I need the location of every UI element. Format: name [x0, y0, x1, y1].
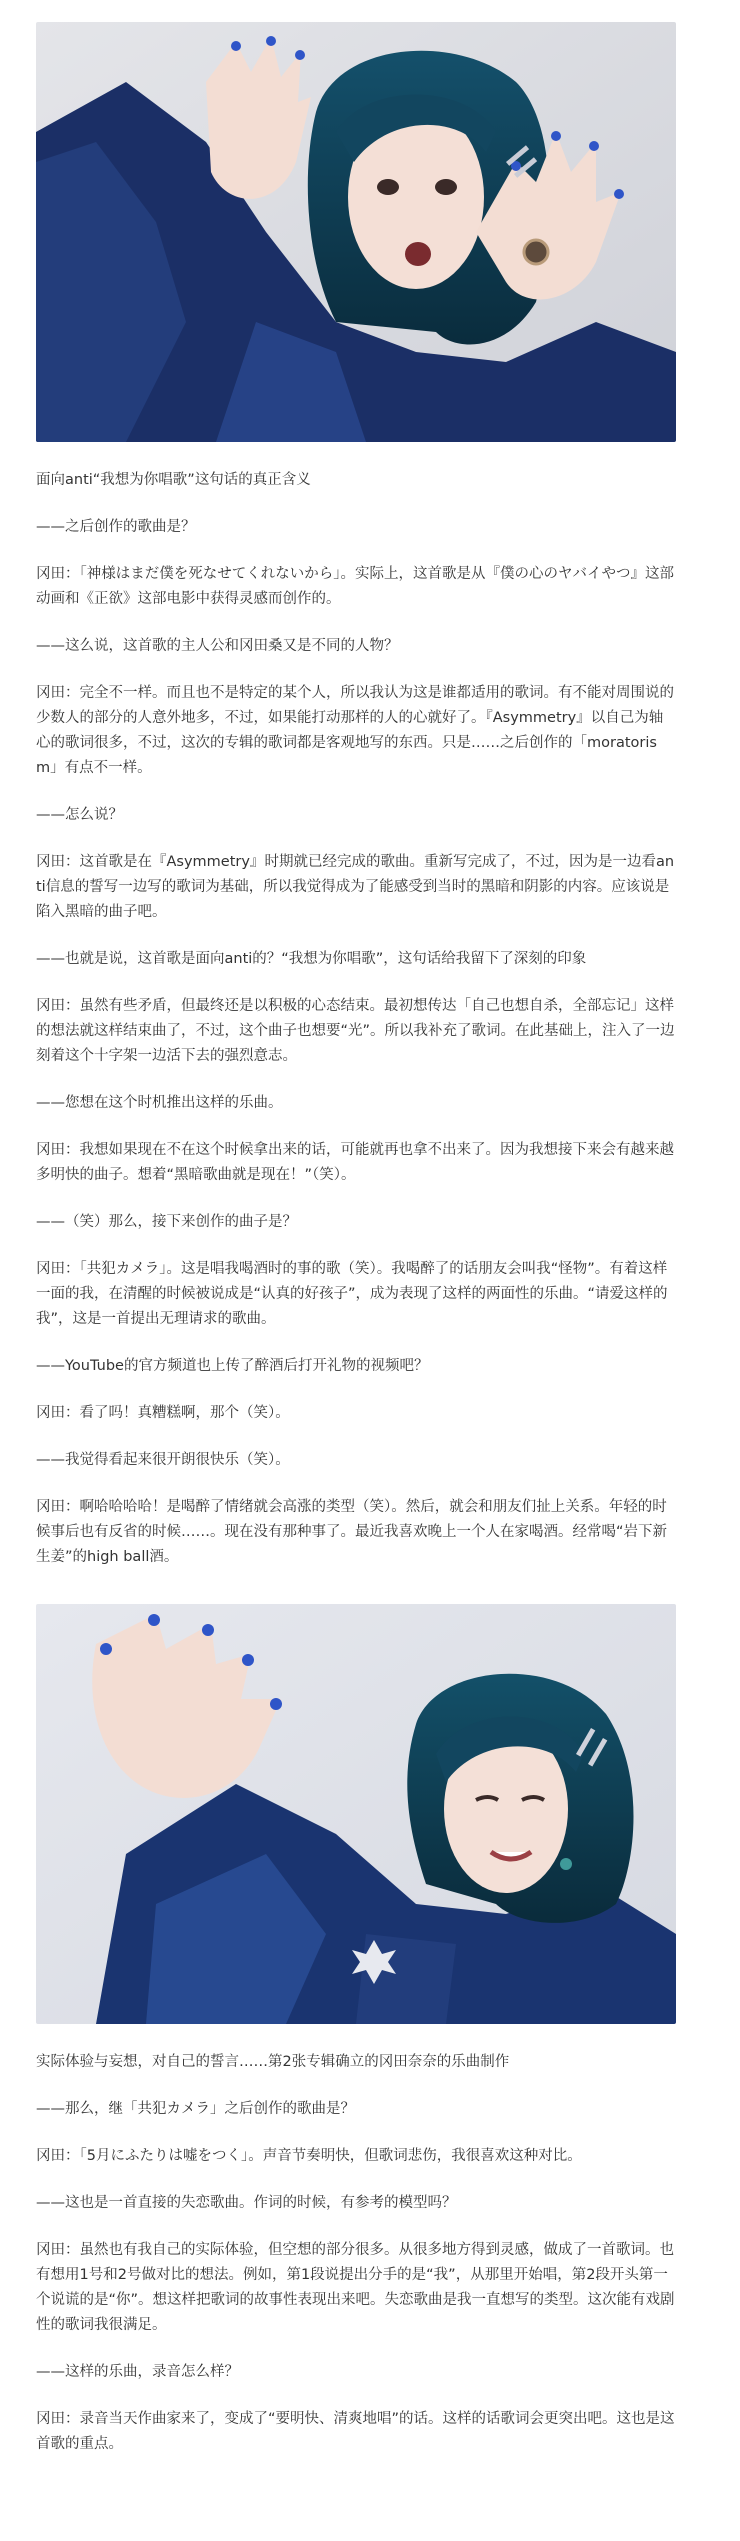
- article-photo-2: [36, 1604, 676, 2024]
- interview-answer: 冈田：这首歌是在『Asymmetry』时期就已经完成的歌曲。重新写完成了，不过，因为是一边看anti信息的誓写一边写的歌词为基础，所以我觉得成为了能感受到当时的黑暗和阴影的内容。应该说是陷入黑暗的曲子吧。: [36, 854, 675, 920]
- interview-question: ——您想在这个时机推出这样的乐曲。: [36, 1095, 283, 1111]
- interview-answer: 冈田：虽然也有我自己的实际体验，但空想的部分很多。从很多地方得到灵感，做成了一首歌词。也有想用1号和2号做对比的想法。例如，第1段说提出分手的是“我”，从那里开始唱，第2段开头第一个说谎的是“你”。想这样把歌词的故事性表现出来吧。失恋歌曲是我一直想写的类型。这次能有戏剧性的歌词我很满足。: [36, 2242, 675, 2333]
- interview-question: ——这样的乐曲，录音怎么样？: [36, 2364, 239, 2380]
- article: [36, 0, 676, 2457]
- interview-answer: 冈田：「5月にふたりは嘘をつく」。声音节奏明快，但歌词悲伤，我很喜欢这种对比。: [36, 2148, 582, 2164]
- interview-answer: 冈田：「共犯カメラ」。这是唱我喝酒时的事的歌（笑）。我喝醉了的话朋友会叫我“怪物”。有着这样一面的我，在清醒的时候被说成是“认真的好孩子”，成为表现了这样的两面性的乐曲。“请爱这样的我”，这是一首提出无理请求的歌曲。: [36, 1261, 668, 1327]
- interview-answer: 冈田：啊哈哈哈哈！是喝醉了情绪就会高涨的类型（笑）。然后，就会和朋友们扯上关系。年轻的时候事后也有反省的时候……。现在没有那种事了。最近我喜欢晚上一个人在家喝酒。经常喝“岩下新生姜”的high ball酒。: [36, 1499, 668, 1565]
- interview-answer: 冈田：录音当天作曲家来了，变成了“要明快、清爽地唱”的话。这样的话歌词会更突出吧。这也是这首歌的重点。: [36, 2411, 675, 2452]
- interview-question: ——这也是一首直接的失恋歌曲。作词的时候，有参考的模型吗？: [36, 2195, 457, 2211]
- photo-2-image: [36, 1604, 676, 2024]
- interview-answer: 冈田：虽然有些矛盾，但最终还是以积极的心态结束。最初想传达「自己也想自杀，全部忘记」这样的想法就这样结束曲了，不过，这个曲子也想要“光”。所以我补充了歌词。在此基础上，注入了一边刻着这个十字架一边活下去的强烈意志。: [36, 998, 675, 1064]
- interview-answer: 冈田：「神様はまだ僕を死なせてくれないから」。实际上，这首歌是从『僕の心のヤバイやつ』这部动画和《正欲》这部电影中获得灵感而创作的。: [36, 566, 674, 607]
- photo-1-image: [36, 22, 676, 442]
- interview-answer: 冈田：完全不一样。而且也不是特定的某个人，所以我认为这是谁都适用的歌词。有不能对周围说的少数人的部分的人意外地多，不过，如果能打动那样的人的心就好了。『Asymmetry』以自己为轴心的歌词很多，不过，这次的专辑的歌词都是客观地写的东西。只是……之后创作的「moratorism」有点不一样。: [36, 685, 674, 776]
- interview-question: ——之后创作的歌曲是？: [36, 519, 196, 535]
- interview-question: ——也就是说，这首歌是面向anti的？“我想为你唱歌”，这句话给我留下了深刻的印象: [36, 951, 587, 967]
- interview-question: ——我觉得看起来很开朗很快乐（笑）。: [36, 1452, 290, 1468]
- section-heading-2: 实际体验与妄想，对自己的誓言……第2张专辑确立的冈田奈奈的乐曲制作: [36, 2054, 510, 2070]
- interview-question: ——那么，继「共犯カメラ」之后创作的歌曲是？: [36, 2101, 355, 2117]
- interview-question: ——YouTube的官方频道也上传了醉酒后打开礼物的视频吧？: [36, 1358, 429, 1374]
- article-photo-1: [36, 22, 676, 442]
- interview-question: ——（笑）那么，接下来创作的曲子是？: [36, 1214, 297, 1230]
- interview-answer: 冈田：看了吗！真糟糕啊，那个（笑）。: [36, 1405, 290, 1421]
- interview-question: ——怎么说？: [36, 807, 123, 823]
- interview-question: ——这么说，这首歌的主人公和冈田桑又是不同的人物？: [36, 638, 399, 654]
- section-heading-1: 面向anti“我想为你唱歌”这句话的真正含义: [36, 472, 311, 488]
- interview-answer: 冈田：我想如果现在不在这个时候拿出来的话，可能就再也拿不出来了。因为我想接下来会有越来越多明快的曲子。想着“黑暗歌曲就是现在！”（笑）。: [36, 1142, 674, 1183]
